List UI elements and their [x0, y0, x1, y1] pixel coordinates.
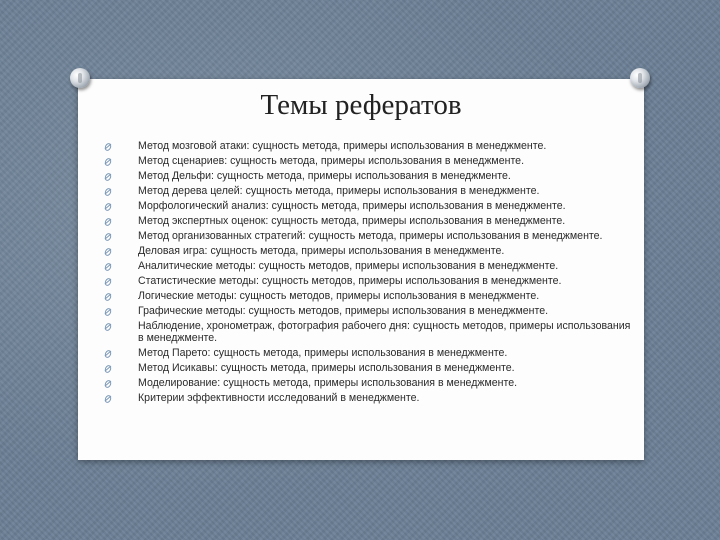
- list-item-text: Морфологический анализ: сущность метода, примеры использования в менеджменте.: [138, 199, 566, 212]
- bullet-icon: [104, 350, 112, 358]
- bullet-icon: [104, 278, 112, 286]
- list-item: [104, 141, 634, 153]
- list-item: [104, 321, 634, 345]
- bullet-icon: [104, 263, 112, 271]
- list-item: [104, 393, 634, 405]
- slide-card: [78, 79, 644, 460]
- list-item: [104, 231, 634, 243]
- list-item-text: Аналитические методы: сущность методов, примеры использования в менеджменте.: [138, 259, 559, 272]
- list-item: [104, 306, 634, 318]
- pushpin-icon: [630, 68, 650, 88]
- list-item-text: Метод Исикавы: сущность метода, примеры использования в менеджменте.: [138, 361, 515, 374]
- list-item-text: Метод экспертных оценок: сущность метода, примеры использования в менеджменте.: [138, 214, 566, 227]
- topic-list: [104, 141, 634, 408]
- list-item: [104, 276, 634, 288]
- list-item: [104, 261, 634, 273]
- list-item: [104, 186, 634, 198]
- list-item-text: Метод сценариев: сущность метода, примеры использования в менеджменте.: [138, 154, 525, 167]
- list-item-text: Критерии эффективности исследований в менеджменте.: [138, 391, 420, 404]
- bullet-icon: [104, 365, 112, 373]
- list-item-text: Моделирование: сущность метода, примеры использования в менеджменте.: [138, 376, 518, 389]
- list-item-text: Логические методы: сущность методов, примеры использования в менеджменте.: [138, 289, 540, 302]
- bullet-icon: [104, 308, 112, 316]
- list-item-text: Метод мозговой атаки: сущность метода, примеры использования в менеджменте.: [138, 140, 547, 152]
- bullet-icon: [104, 323, 112, 331]
- list-item: [104, 216, 634, 228]
- list-item: [104, 201, 634, 213]
- list-item-text: Метод организованных стратегий: сущность метода, примеры использования в менеджменте.: [138, 229, 603, 242]
- pushpin-icon: [70, 68, 90, 88]
- list-item: [104, 171, 634, 183]
- list-item-text: Графические методы: сущность методов, примеры использования в менеджменте.: [138, 304, 549, 317]
- list-item-text: Метод дерева целей: сущность метода, примеры использования в менеджменте.: [138, 184, 540, 197]
- bullet-icon: [104, 173, 112, 181]
- bullet-icon: [104, 218, 112, 226]
- bullet-icon: [104, 203, 112, 211]
- bullet-icon: [104, 158, 112, 166]
- bullet-icon: [104, 293, 112, 301]
- list-item: [104, 291, 634, 303]
- bullet-icon: [104, 380, 112, 388]
- list-item: [104, 156, 634, 168]
- list-item: [104, 246, 634, 258]
- list-item-text: Статистические методы: сущность методов, примеры использования в менеджменте.: [138, 274, 562, 287]
- list-item-text: Метод Парето: сущность метода, примеры использования в менеджменте.: [138, 346, 508, 359]
- slide-title: Темы рефератов: [260, 89, 462, 121]
- list-item-text: Метод Дельфи: сущность метода, примеры использования в менеджменте.: [138, 169, 511, 182]
- list-item-text: Деловая игра: сущность метода, примеры использования в менеджменте.: [138, 244, 505, 257]
- list-item: [104, 348, 634, 360]
- bullet-icon: [104, 248, 112, 256]
- list-item: [104, 378, 634, 390]
- bullet-icon: [104, 143, 112, 151]
- bullet-icon: [104, 233, 112, 241]
- list-item-text: Наблюдение, хронометраж, фотография рабочего дня: сущность методов, примеры использования в менеджменте.: [138, 319, 631, 344]
- bullet-icon: [104, 395, 112, 403]
- list-item: [104, 363, 634, 375]
- bullet-icon: [104, 188, 112, 196]
